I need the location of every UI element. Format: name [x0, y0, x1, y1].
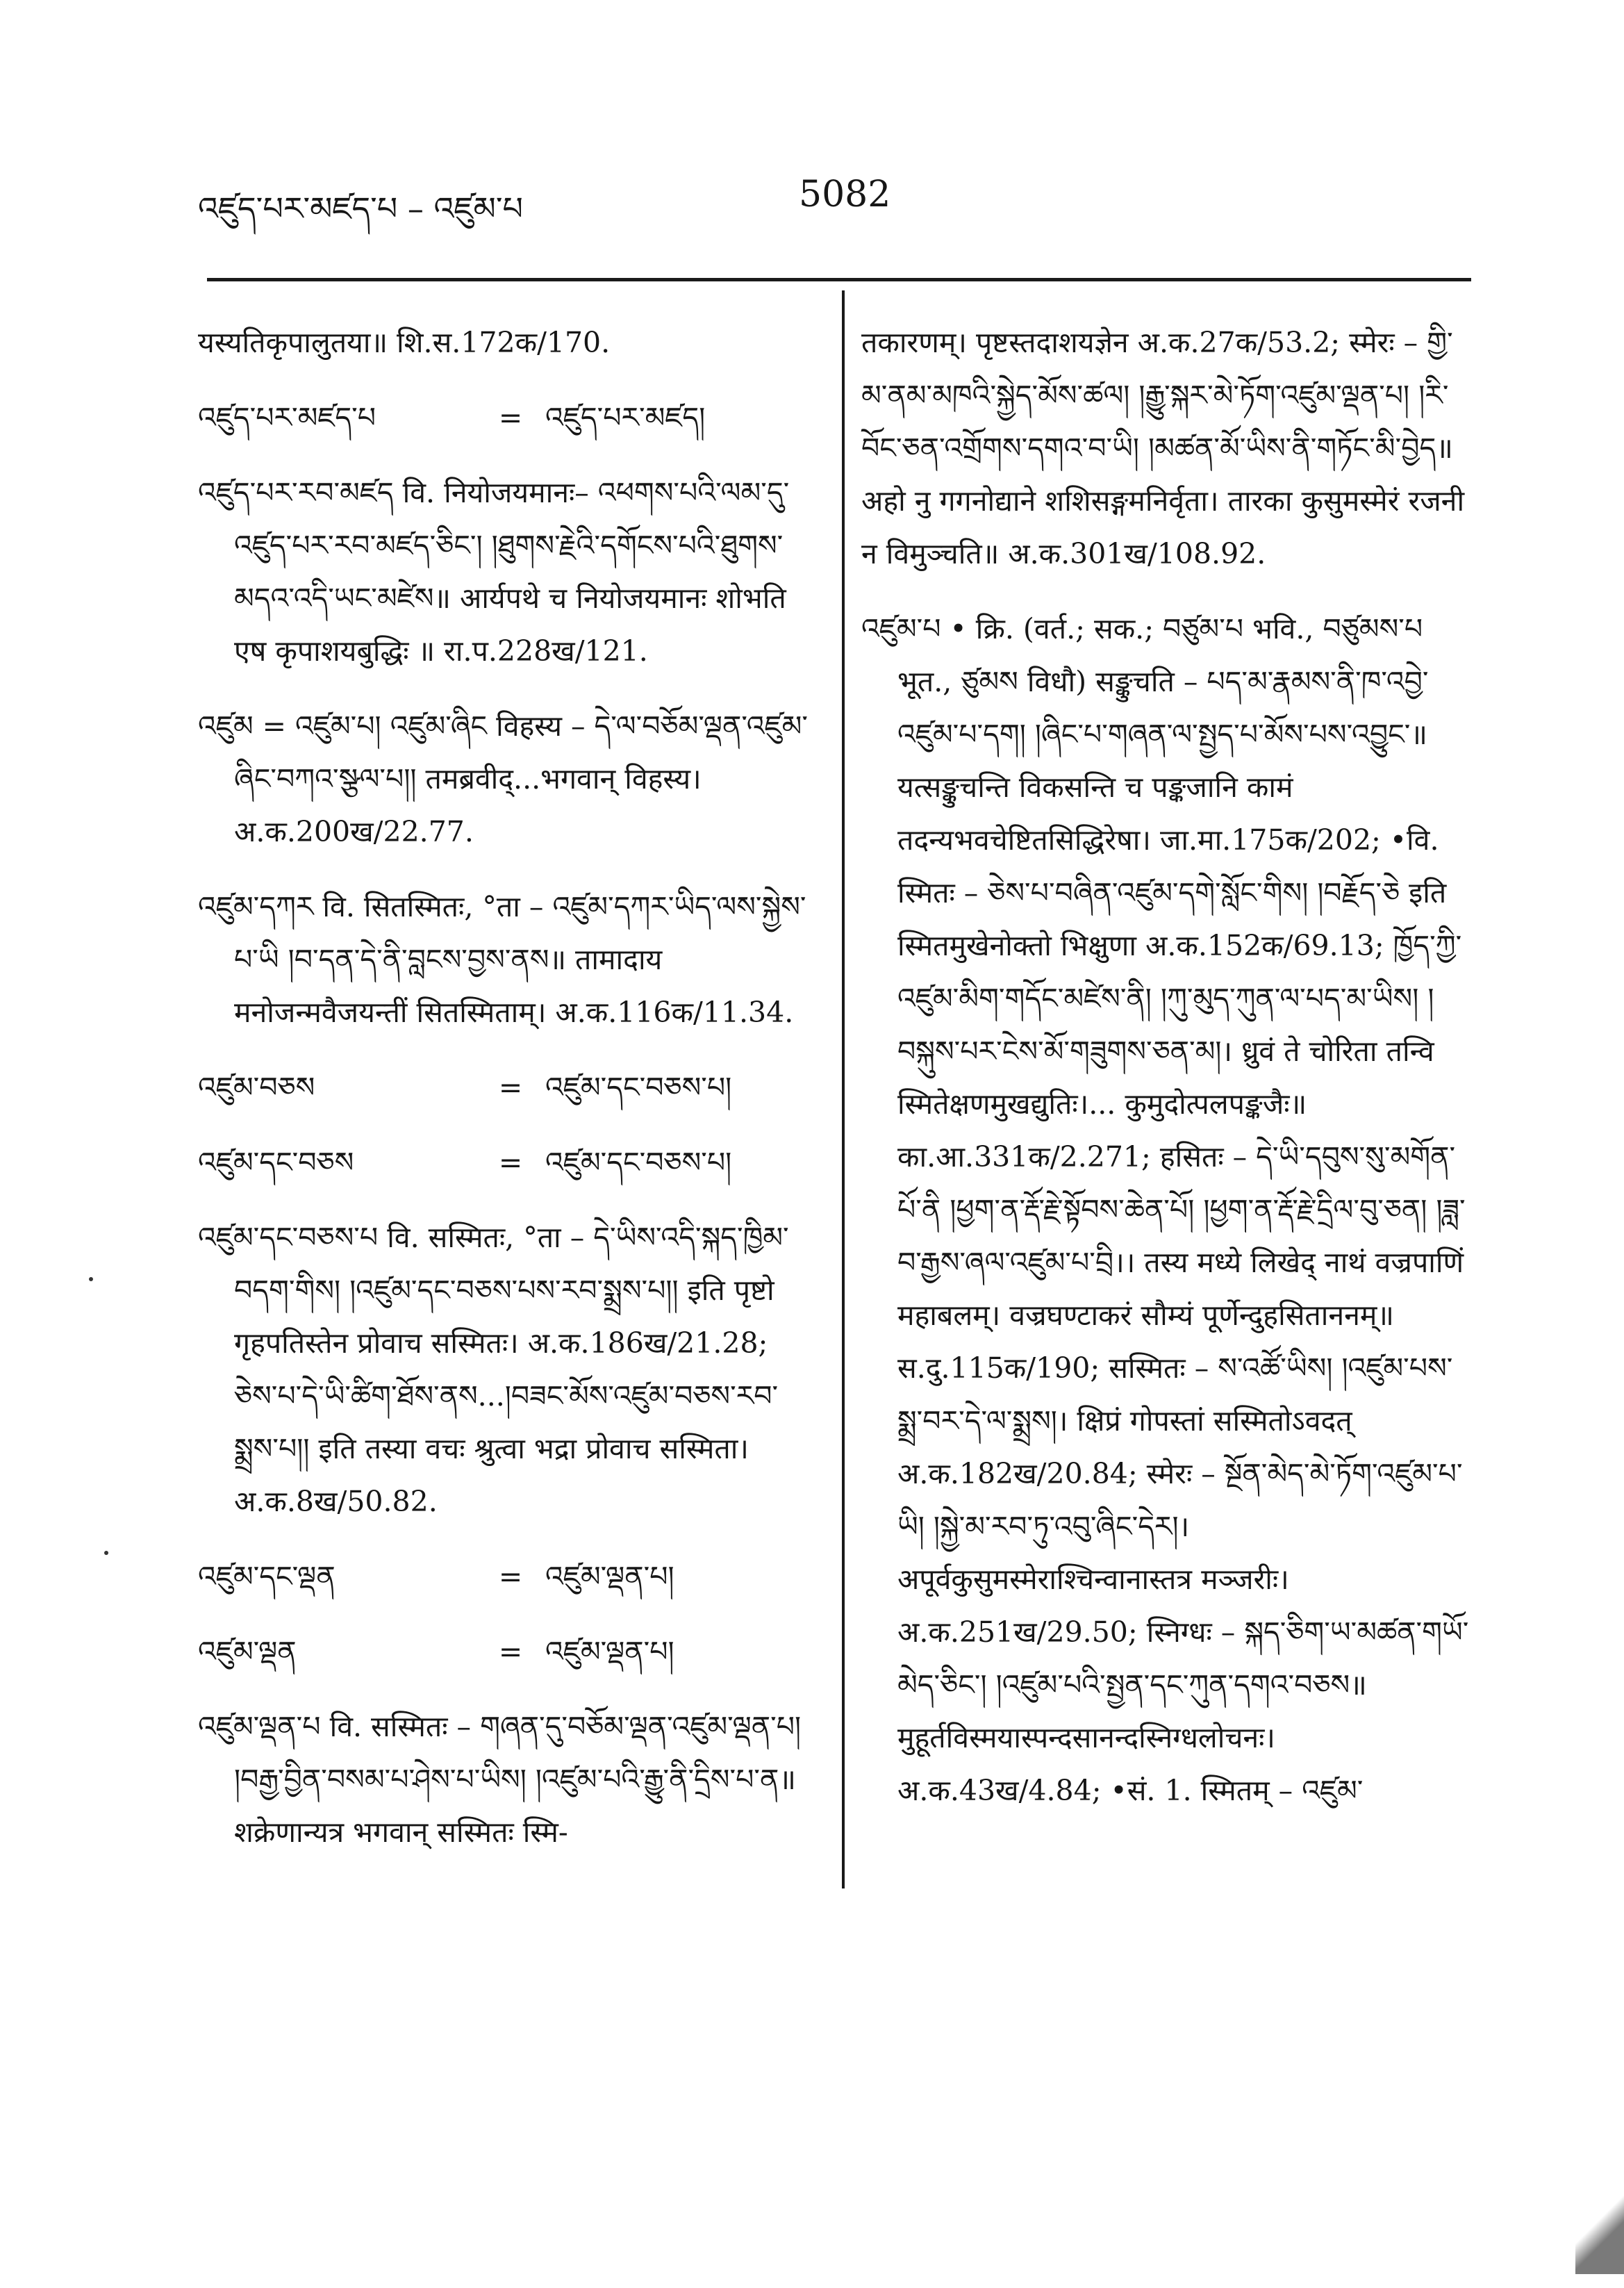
equals-sign: =: [498, 401, 523, 434]
reference-target: འཛུམ་ལྡན་པ།: [545, 1560, 674, 1593]
headword: འཛུམ་ལྡན: [198, 1635, 297, 1668]
equals-sign: =: [498, 1146, 523, 1179]
running-header-guide-words: འཛུད་པར་མཛད་པ – འཛུམ་པ: [198, 190, 523, 227]
equals-sign: =: [498, 1071, 523, 1104]
reference-target: འཛུམ་དང་བཅས་པ།: [545, 1071, 732, 1104]
header-rule: [207, 278, 1471, 281]
headword: འཛུམ་དང་ལྡན: [198, 1560, 335, 1593]
dictionary-entry: འཛུམ་པ • क्रि. (वर्त.; सक.; བཙུམ་པ भवि., བཙུམས་པ भूत., ཙུམས विधौ) सङ्कुचति – པད་མ་རྣམས་ནི་ཁ་འབྱེ་འཛུམ་པ་དག། །ཞིང་པ་གཞན་ལ་སྤྱད་པ་མོས་པས་འབྱུང་॥ यत्सङ्कुचन्ति विकसन्ति च पङ्कजानि कामं तदन्यभवचेष्टितसिद्धिरेषा। जा.मा.175क/202; •वि. स्मितः – ཅེས་པ་བཞིན་འཛུམ་དགེ་སློང་གིས། །བརྗོད་ཅེ इति स्मितमुखेनोक्तो भिक्षुणा अ.क.152क/69.13; ཁྱོད་ཀྱི་འཛུམ་མིག་གདོང་མཛེས་ནི། །ཀུ་མུད་ཀུན་ལ་པད་མ་ཡིས། །བསྐུས་པར་ངེས་མོ་གཟུགས་ཅན་མ།। ध्रुवं ते चोरिता तन्वि स्मितेक्षणमुखद्युतिः।... कुमुदोत्पलपङ्कजैः॥ का.आ.331क/2.271; हसितः – དེ་ཡི་དབུས་སུ་མགོན་པོ་ནི །ཕྱག་ན་རྡོ་རྗེ་སྟོབས་ཆེན་པོ། །ཕྱག་ན་རྡོ་རྗེ་དྲིལ་བུ་ཅན། །ཟླ་བ་རྒྱས་ཞལ་འཛུམ་པ་བྲི।। तस्य मध्ये लिखेद् नाथं वज्रपाणिं महाबलम्। वज्रघण्टाकरं सौम्यं पूर्णेन्दुहसिताननम्॥ स.दु.115क/190; सस्मितः – ས་འཚོ་ཡིས། །འཛུམ་པས་སྨྲ་བར་དེ་ལ་སྨྲས།। क्षिप्रं गोपस्तां सस्मितोऽवदत् अ.क.182ख/20.84; स्मेरः – སྔོན་མེད་མེ་ཏོག་འཛུམ་པ་ཡི། །སྐྱེ་མ་རབ་ཏུ་འབུ་ཞིང་དེར།। अपूर्वकुसुमस्मेराश्चिन्वानास्तत्र मञ्जरीः। अ.क.251ख/29.50; स्निग्धः – སྐད་ཅིག་ཡ་མཚན་གཡོ་མེད་ཅིང་། །འཛུམ་པའི་སྤྱན་དང་ཀུན་དགའ་བཅས॥ मुहूर्तविस्मयास्पन्दसानन्दस्निग्धलोचनः। अ.क.43ख/4.84; •सं. 1. स्मितम् – འཛུམ་: [861, 612, 1469, 1807]
entry-continuation: तकारणम्। पृष्टस्तदाशयज्ञेन अ.क.27क/53.2; स्मेरः – གྱི་མ་ནམ་མཁའི་སྐྱེད་མོས་ཚལ། །རྒྱུ་སྐར་མེ་ཏོག་འཛུམ་ལྡན་པ། །རི་བོང་ཅན་འགྲོགས་དགའ་བ་ཡི། །མཚན་མོ་ཡིས་ནི་གཏོང་མི་བྱེད॥ अहो नु गगनोद्याने शशिसङ्गमनिर्वृता। तारका कुसुमस्मेरं रजनी न विमुञ्चति॥ अ.क.301ख/108.92.: [861, 326, 1465, 570]
dictionary-entry: འཛུམ་དཀར वि. सितस्मितः, °ता – འཛུམ་དཀར་ཡིད་ལས་སྐྱེས་པ་ཡི །བ་དན་དེ་ནི་བླངས་བྱས་ནས॥ तामादाय मनोजन्मवैजयन्तीं सितस्मिताम्। अ.क.116क/11.34.: [198, 890, 806, 1029]
dictionary-entry: འཛུམ = འཛུམ་པ། འཛུམ་ཞིང विहस्य – དེ་ལ་བཅོམ་ལྡན་འཛུམ་ཞིང་བཀའ་སྩལ་པ།། तमब्रवीद्...भगवान् विहस्य। अ.क.200ख/22.77.: [198, 709, 809, 848]
column-divider: [842, 290, 845, 1888]
dictionary-entry: འཛུད་པར་རབ་མཛད वि. नियोजयमानः– འཕགས་པའི་ལམ་དུ་འཛུད་པར་རབ་མཛད་ཅིང་། །ཐུགས་རྗེའི་དགོངས་པའི་ཐུགས་མདའ་འདི་ཡང་མཛེས॥ आर्यपथे च नियोजयमानः शोभति एष कृपाशयबुद्धिः ॥ रा.प.228ख/121.: [198, 476, 790, 668]
left-column: [198, 316, 809, 1881]
cross-reference-entry: [198, 391, 809, 444]
scan-edge-artifact: [1575, 2191, 1624, 2274]
scan-speck: [104, 1551, 108, 1555]
equals-sign: =: [498, 1635, 523, 1668]
right-column: [861, 316, 1473, 1839]
dictionary-entry: འཛུམ་དང་བཅས་པ वि. सस्मितः, °ता – དེ་ཡིས་འདི་སྐད་ཁྱིམ་བདག་གིས། །འཛུམ་དང་བཅས་པས་རབ་སྨྲས་པ།། इति पृष्टो गृहपतिस्तेन प्रोवाच सस्मितः। अ.क.186ख/21.28; ཅེས་པ་དེ་ཡི་ཚིག་ཐོས་ནས...།བཟང་མོས་འཛུམ་བཅས་རབ་སྨྲས་པ།། इति तस्या वचः श्रुत्वा भद्रा प्रोवाच सस्मिता। अ.क.8ख/50.82.: [198, 1221, 789, 1518]
headword: འཛུམ་བཅས: [198, 1071, 315, 1104]
cross-reference-entry: [198, 1550, 809, 1603]
cross-reference-entry: [198, 1061, 809, 1114]
dictionary-entry: འཛུམ་ལྡན་པ वि. सस्मितः – གཞན་དུ་བཅོམ་ལྡན་འཛུམ་ལྡན་པ། །བརྒྱ་བྱིན་བསམ་པ་ཤེས་པ་ཡིས། །འཛུམ་པའི་རྒྱུ་ནི་དྲིས་པ་ན॥ शक्रेणान्यत्र भगवान् सस्मितः स्मि-: [198, 1710, 802, 1849]
reference-target: འཛུད་པར་མཛད།: [545, 401, 706, 434]
entry-continuation: यस्यतिकृपालुतया॥ शि.स.172क/170.: [198, 326, 611, 359]
reference-target: འཛུམ་ལྡན་པ།: [545, 1635, 674, 1668]
cross-reference-entry: [198, 1136, 809, 1189]
page-number: 5082: [799, 174, 891, 215]
cross-reference-entry: [198, 1625, 809, 1678]
reference-target: འཛུམ་དང་བཅས་པ།: [545, 1146, 732, 1179]
headword: འཛུད་པར་མཛད་པ: [198, 401, 376, 434]
equals-sign: =: [498, 1560, 523, 1593]
scan-speck: [89, 1277, 93, 1281]
headword: འཛུམ་དང་བཅས: [198, 1146, 354, 1179]
